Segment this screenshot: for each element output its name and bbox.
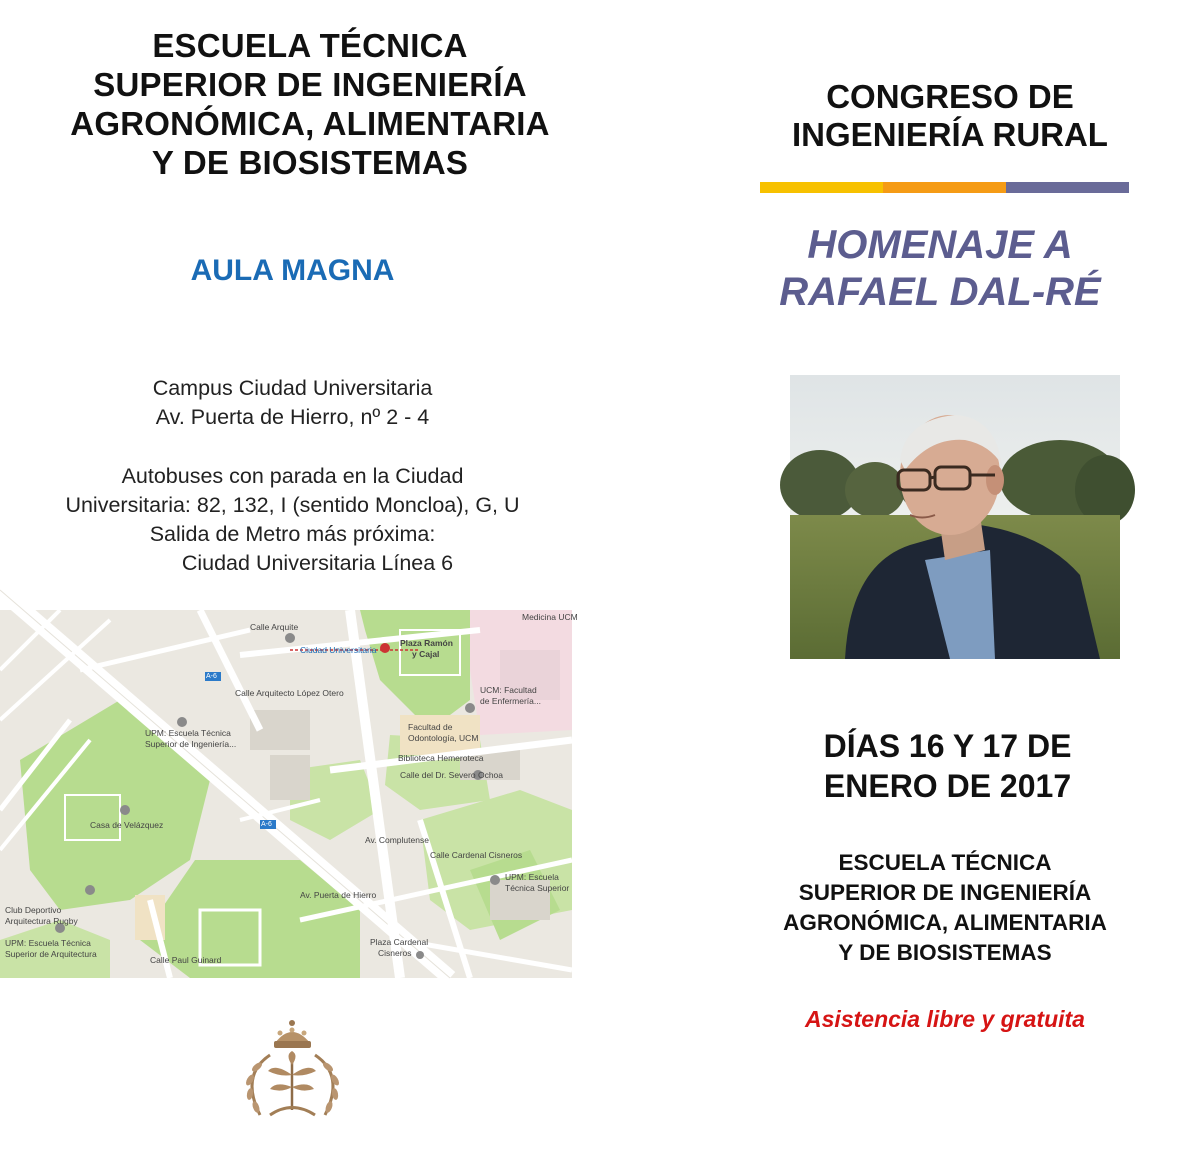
portrait-photo: [790, 375, 1120, 659]
street-line: Av. Puerta de Hierro, nº 2 - 4: [155, 405, 430, 429]
map-label: Av. Puerta de Hierro: [300, 890, 377, 900]
map-label: Facultad de: [408, 722, 453, 732]
map-label: Plaza Ramón: [400, 638, 453, 648]
metro-line-1: Salida de Metro más próxima:: [149, 522, 436, 546]
map-label: Arquitectura Rugby: [5, 916, 78, 926]
host-school-line: ESCUELA TÉCNICA: [838, 850, 1052, 875]
map-label: A-6: [261, 821, 272, 828]
attendance-note: Asistencia libre y gratuita: [805, 1006, 1085, 1032]
school-name-line: ESCUELA TÉCNICA: [152, 27, 468, 64]
crest-icon: [230, 1015, 355, 1125]
dates-line: ENERO DE 2017: [823, 768, 1072, 804]
map-label: y Cajal: [412, 649, 440, 659]
map-label: A-6: [206, 673, 217, 680]
venue-name: AULA MAGNA: [190, 254, 395, 287]
congress-heading: [750, 78, 1150, 154]
school-name-line: Y DE BIOSISTEMAS: [151, 144, 469, 181]
school-name-line: AGRONÓMICA, ALIMENTARIA: [70, 105, 550, 142]
bus-line-1: Autobuses con parada en la Ciudad: [121, 464, 464, 488]
map-label: Técnica Superior: [505, 883, 570, 893]
congress-line: INGENIERÍA RURAL: [792, 116, 1108, 153]
map-label: Calle Cardenal Cisneros: [430, 850, 523, 860]
map-label: Ciudad Universitaria: [300, 645, 377, 655]
bus-line-2: Universitaria: 82, 132, I (sentido Moncloa), G, U: [65, 493, 520, 517]
map-label: Casa de Velázquez: [90, 820, 164, 830]
map-label: Calle Arquite: [250, 622, 299, 632]
map-label: UPM: Escuela: [505, 872, 559, 882]
metro-line-2: Ciudad Universitaria Línea 6: [181, 551, 454, 575]
color-bar-orange: [883, 182, 1006, 193]
event-dates: [750, 726, 1145, 806]
congress-line: CONGRESO DE: [826, 78, 1074, 115]
host-school-line: AGRONÓMICA, ALIMENTARIA: [783, 910, 1107, 935]
color-bar-yellow: [760, 182, 883, 193]
map-label: Club Deportivo: [5, 905, 62, 915]
dates-line: DÍAS 16 Y 17 DE: [823, 728, 1072, 764]
map-label: Plaza Cardenal: [370, 937, 429, 947]
school-name-heading: [0, 26, 620, 182]
host-school-line: SUPERIOR DE INGENIERÍA: [798, 880, 1092, 905]
campus-line: Campus Ciudad Universitaria: [152, 376, 433, 400]
school-name-line: SUPERIOR DE INGENIERÍA: [93, 66, 527, 103]
map-label: de Enfermería...: [480, 696, 541, 706]
map-graphic: [0, 610, 572, 978]
host-school: [750, 848, 1140, 968]
map-label: Superior de Ingeniería...: [145, 739, 237, 749]
homage-line: HOMENAJE A: [807, 223, 1073, 267]
map-label: Biblioteca Hemeroteca: [398, 753, 484, 763]
homage-heading: [740, 222, 1140, 316]
location-map[interactable]: [0, 610, 578, 978]
map-label: Calle Arquitecto López Otero: [235, 688, 344, 698]
map-label: Calle Paul Guinard: [150, 955, 222, 965]
address-block: [0, 374, 585, 578]
map-label: Av. Complutense: [365, 835, 429, 845]
map-label: Calle del Dr. Severo Ochoa: [400, 770, 503, 780]
map-label: UPM: Escuela Técnica: [5, 938, 91, 948]
map-label: Odontología, UCM: [408, 733, 479, 743]
homage-line: RAFAEL DAL-RÉ: [779, 270, 1101, 314]
map-label: UPM: Escuela Técnica: [145, 728, 231, 738]
color-bar-purple: [1006, 182, 1129, 193]
map-label: Medicina UCM: [522, 612, 578, 622]
map-label: Superior de Arquitectura: [5, 949, 97, 959]
map-label: Cisneros: [378, 948, 412, 958]
map-label: UCM: Facultad: [480, 685, 537, 695]
host-school-line: Y DE BIOSISTEMAS: [838, 940, 1052, 965]
